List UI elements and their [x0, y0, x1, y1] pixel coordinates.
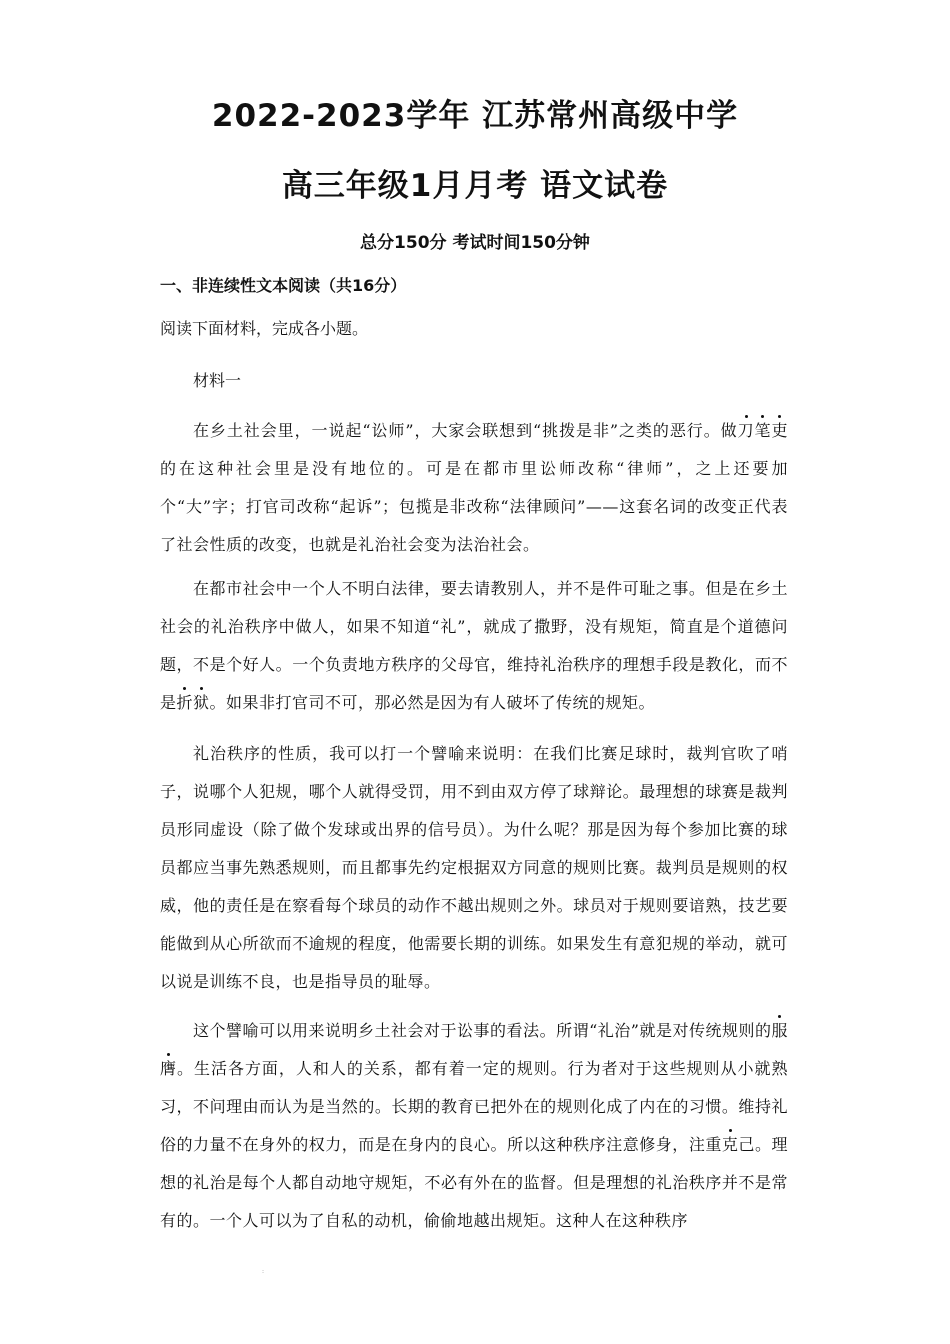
paragraph-4 [160, 1012, 788, 1240]
paragraph-2-text-d: 。如果非打官司不可，那必然是因为有人破坏了传统的规矩。 [209, 693, 656, 712]
paragraph-4-text-a: 这个譬喻可以用来说明乡土社会对于讼事的看法。所谓“礼治”就是对传统规则的 [193, 1021, 772, 1040]
footer-mark: : [262, 1268, 265, 1275]
emphasis-char: 膺 [160, 1059, 177, 1078]
emphasis-char: 刀 [737, 421, 755, 440]
emphasis-char: 折 [176, 693, 194, 712]
paragraph-2 [160, 570, 788, 722]
paragraph-1 [160, 412, 788, 564]
paragraph-4-text-d: 。生活各方面，人和人的关系，都有着一定的规则。行为者对于这些规则从小就熟习，不问理由而认为是当然的。长期的教育已把外在的规则化成了内在的习惯。维持礼俗的力量不在身外的权力，而是在身内的良心。所以这种秩序注意修身，注重 [160, 1059, 788, 1154]
paragraph-4-text-f: 己。理想的礼治是每个人都自动地守规矩，不必有外在的监督。但是理想的礼治秩序并不是常有的。一个人可以为了自私的动机，偷偷地越出规矩。这种人在这种秩序 [160, 1135, 788, 1230]
paragraph-2-text-a: 在都市社会中一个人不明白法律，要去请教别人，并不是件可耻之事。但是在乡土社会的礼治秩序中做人，如果不知道“礼”，就成了撒野，没有规矩，简直是个道德问题，不是个好人。一个负责地方秩序的父母官，维持礼治秩序的理想手段是教化，而不是 [160, 579, 788, 712]
section-instruction: 阅读下面材料，完成各小题。 [160, 319, 369, 338]
paragraph-1-text-a: 在乡土社会里，一说起“讼师”，大家会联想到“挑拨是非”之类的恶行。做 [193, 421, 738, 440]
section-heading: 一、非连续性文本阅读（共16分） [160, 276, 407, 295]
emphasis-char: 吏 [771, 421, 788, 440]
exam-subtitle: 总分150分 考试时间150分钟 [360, 233, 590, 253]
paragraph-1-text-e: 的在这种社会里是没有地位的。可是在都市里讼师改称“律师”，之上还要加个“大”字；打官司改称“起诉”；包揽是非改称“法律顾问”——这套名词的改变正代表了社会性质的改变，也就是礼治社会变为法治社会。 [160, 459, 788, 554]
emphasis-char: 服 [771, 1021, 788, 1040]
material-label: 材料一 [193, 371, 242, 390]
exam-title-line2: 高三年级1月月考 语文试卷 [281, 168, 669, 204]
paragraph-3: 礼治秩序的性质，我可以打一个譬喻来说明：在我们比赛足球时，裁判官吹了哨子，说哪个人犯规，哪个人就得受罚，用不到由双方停了球辩论。最理想的球赛是裁判员形同虚设（除了做个发球或出界的信号员）。为什么呢？那是因为每个参加比赛的球员都应当事先熟悉规则，而且都事先约定根据双方同意的规则比赛。裁判员是规则的权威，他的责任是在察看每个球员的动作不越出规则之外。球员对于规则要谙熟，技艺要能做到从心所欲而不逾规的程度，他需要长期的训练。如果发生有意犯规的举动，就可以说是训练不良，也是指导员的耻辱。 [160, 744, 788, 991]
emphasis-char: 笔 [754, 421, 772, 440]
emphasis-char: 狱 [193, 693, 210, 712]
exam-title-line1: 2022-2023学年 江苏常州高级中学 [211, 98, 739, 134]
emphasis-char: 克 [721, 1135, 739, 1154]
